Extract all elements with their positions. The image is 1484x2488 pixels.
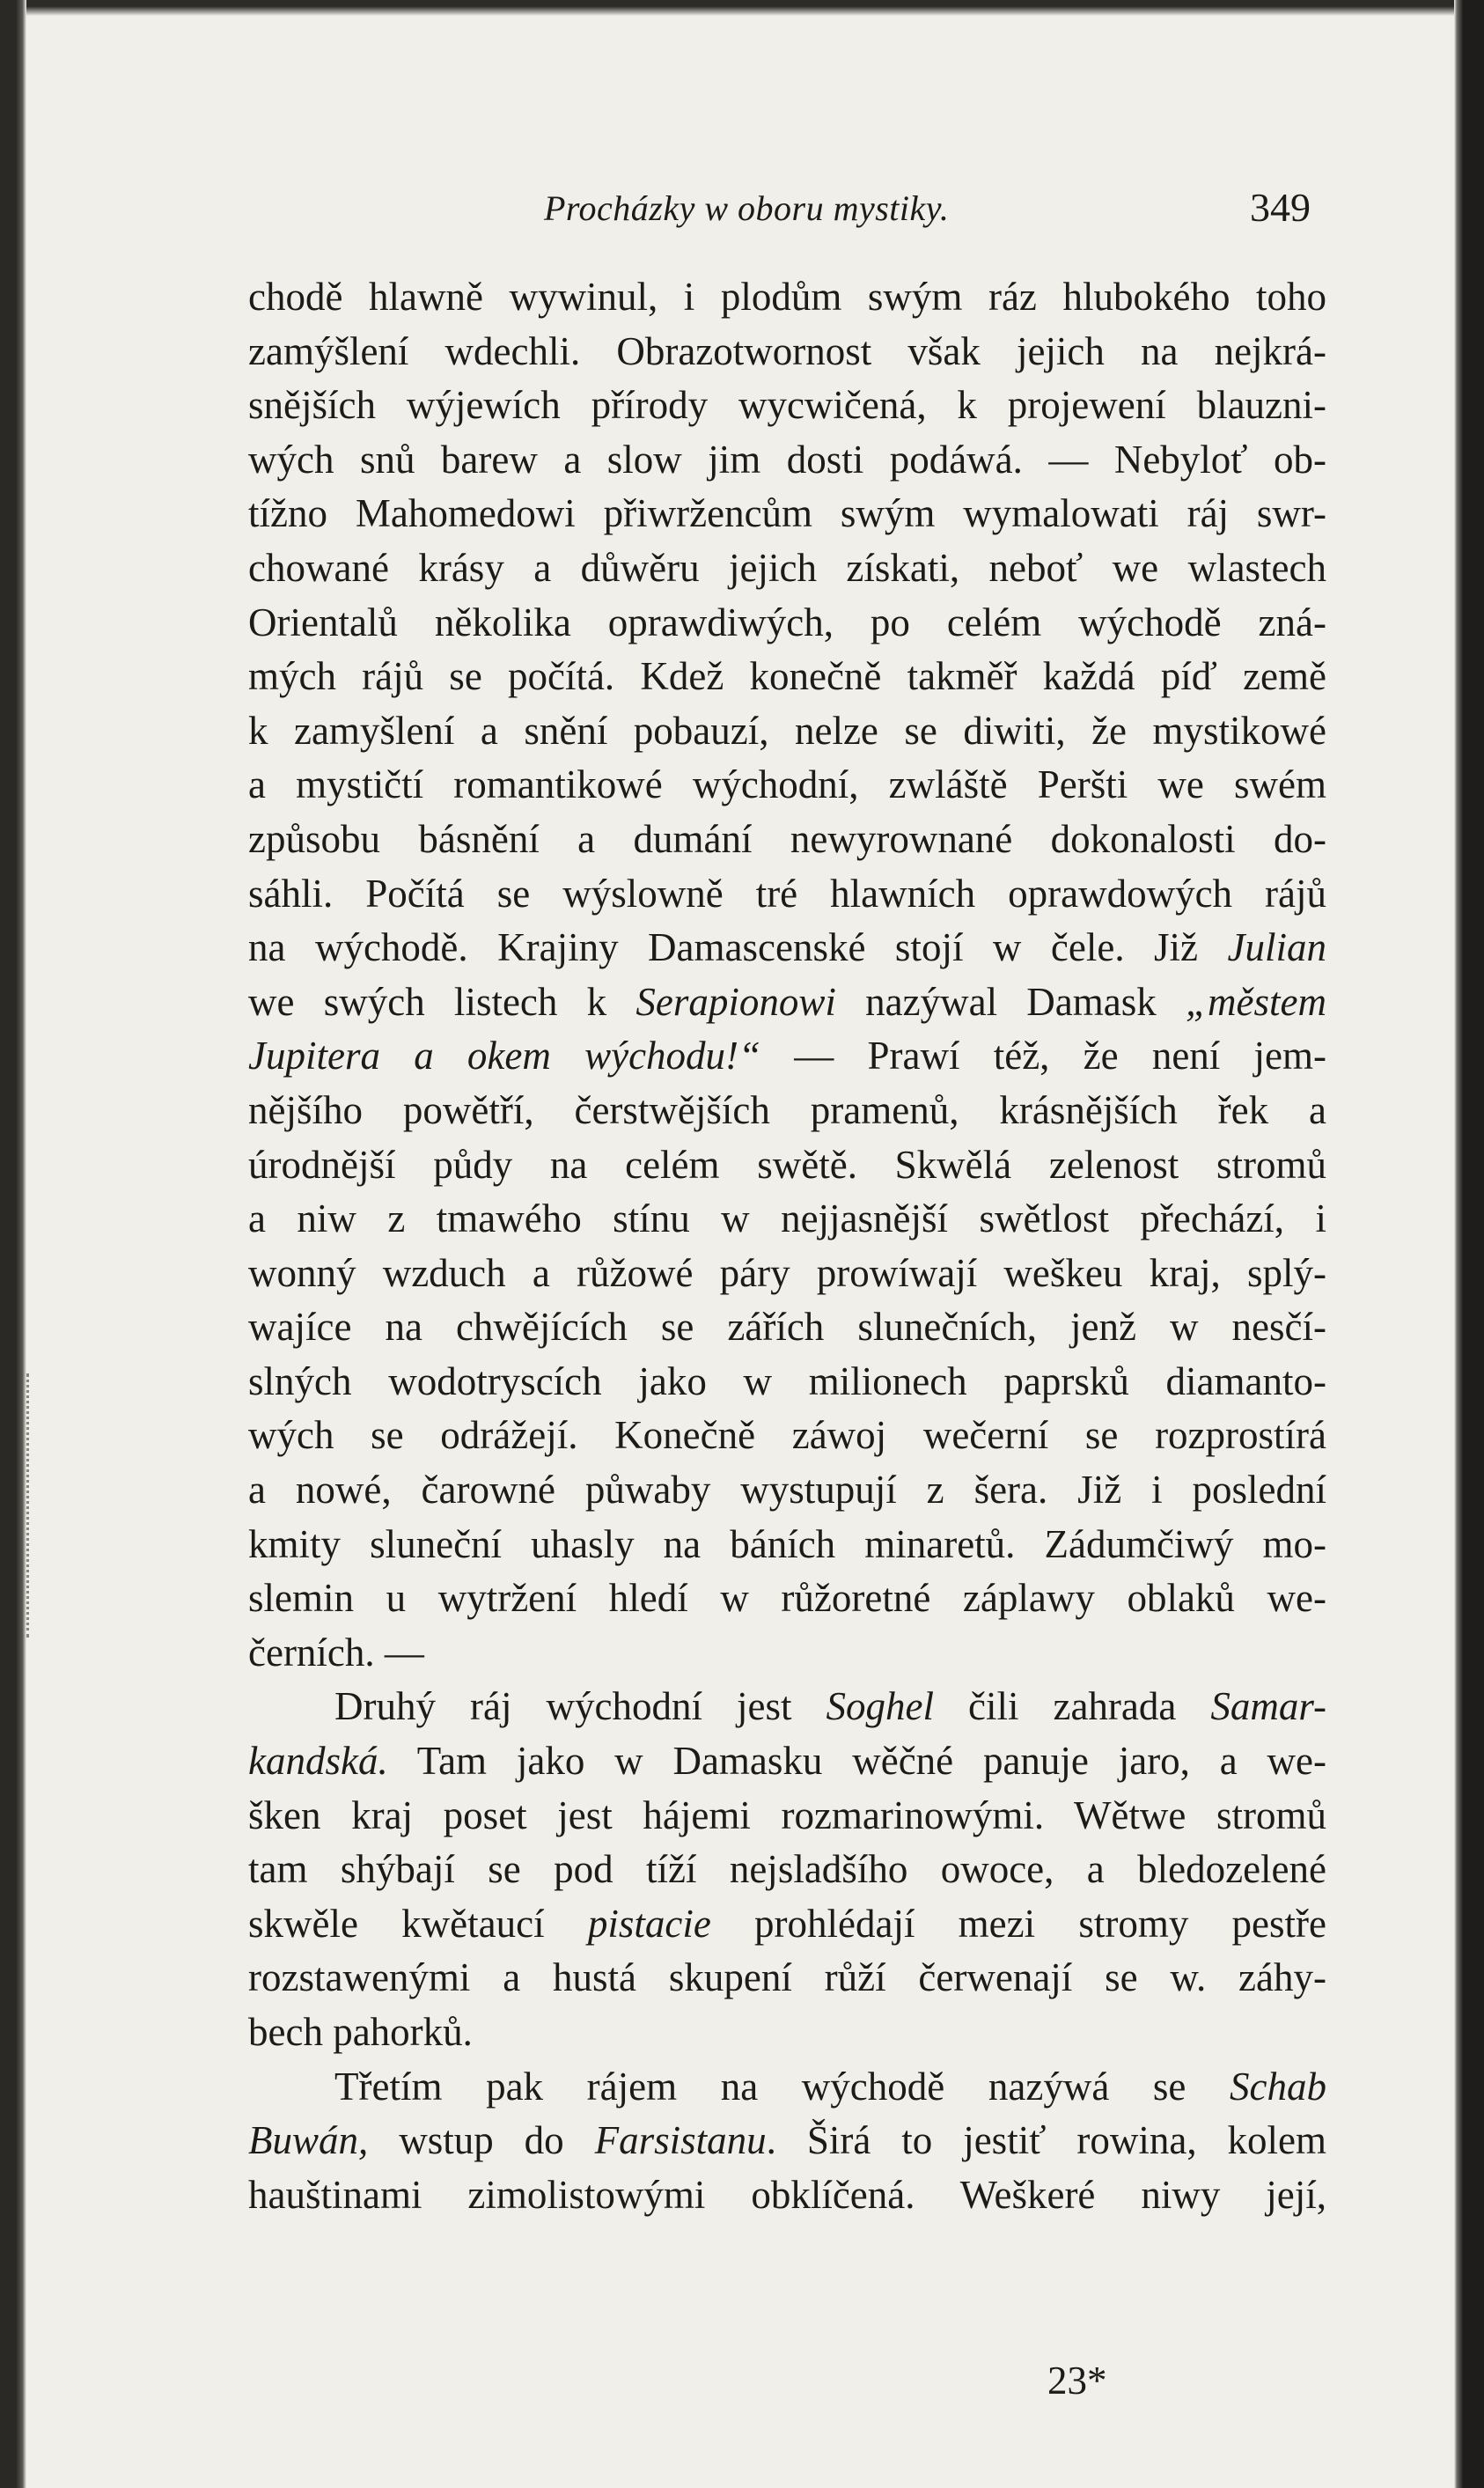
text-line: rozstawenými a hustá skupení růží čerwenají se w. záhy- [248, 1955, 1326, 2000]
text-line: způsobu básnění a dumání newyrownané dokonalosti do- [248, 816, 1326, 861]
italic-name: Buwán, [248, 2118, 369, 2163]
text-line [248, 2114, 1326, 2168]
text-segment: . Širá to jestiť rowina, kolem [766, 2118, 1326, 2163]
scan-edge-left [0, 0, 26, 2488]
text-segment: skwěle kwětaucí [248, 1901, 588, 1946]
italic-quote: „městem [1186, 979, 1326, 1024]
text-segment: prohlédají mezi stromy pestře [710, 1901, 1327, 1946]
text-segment: wstup do [368, 2118, 595, 2163]
text-segment: we swých listech k [248, 979, 636, 1024]
text-line: zamýšlení wdechli. Obrazotwornost však jejich na nejkrá- [248, 328, 1326, 373]
margin-marks [26, 1373, 32, 1638]
text-segment: čili zahrada [933, 1684, 1211, 1729]
text-line: tam shýbají se pod tíží nejsladšího owoce, a bledozelené [248, 1847, 1326, 1892]
text-line: a nowé, čarowné půwaby wystupují z šera. Již i poslední [248, 1468, 1326, 1513]
text-segment: Třetím pak rájem na wýchodě nazýwá se [334, 2064, 1231, 2109]
text-line: kmity sluneční uhasly na báních minaretů. Zádumčiwý mo- [248, 1521, 1326, 1566]
text-line: bech pahorků. [248, 2010, 473, 2054]
italic-quote: Jupitera a okem wýchodu!“ [248, 1034, 761, 1078]
scan-edge-right [1454, 0, 1484, 2488]
italic-name: Serapionowi [635, 979, 836, 1024]
text-line: černích. — [248, 1630, 424, 1675]
text-line: tížno Mahomedowi přiwržencům swým wymalowati ráj swr- [248, 491, 1326, 536]
text-segment: Tam jako w Damasku wěčné panuje jaro, a we- [387, 1739, 1326, 1784]
text-line: slemin u wytržení hledí w růžoretné záplawy oblaků we- [248, 1576, 1326, 1621]
text-line [248, 921, 1326, 975]
running-title: Procházky w oboru mystiky. [544, 188, 950, 228]
italic-name: Julian [1227, 925, 1326, 970]
text-line: wých se odrážejí. Konečně záwoj wečerní se rozprostírá [248, 1413, 1326, 1458]
body-text [248, 270, 1326, 2222]
text-line: nějšího powětří, čerstwějších pramenů, krásnějších řek a [248, 1087, 1326, 1132]
text-line: chodě hlawně wywinul, i plodům swým ráz hlubokého toho [248, 275, 1326, 319]
italic-name: Soghel [826, 1684, 934, 1729]
text-line: úrodnější půdy na celém swětě. Skwělá zelenost stromů [248, 1142, 1326, 1187]
text-line: a mystičtí romantikowé wýchodní, zwláště Peršti we swém [248, 762, 1326, 807]
page-number: 349 [1250, 185, 1311, 230]
text-line: a niw z tmawého stínu w nejjasnější swětlost přechází, i [248, 1196, 1326, 1241]
text-line: snějších wýjewích přírody wycwičená, k projewení blauzni- [248, 383, 1326, 428]
text-line: slných wodotryscích jako w milionech paprsků diamanto- [248, 1358, 1326, 1403]
text-line [248, 2060, 1326, 2115]
text-segment: na wýchodě. Krajiny Damascenské stojí w čele. Již [248, 925, 1228, 970]
italic-name: Farsistanu [594, 2118, 767, 2163]
text-segment: nazýwal Damask [835, 979, 1186, 1024]
text-line: wých snů barew a slow jim dosti podáwá. — Nebyloť ob- [248, 437, 1326, 482]
text-line: k zamyšlení a snění pobauzí, nelze se diwiti, že mystikowé [248, 708, 1326, 753]
text-segment: — Prawí též, že není jem- [760, 1034, 1326, 1078]
text-line: mých rájů se počítá. Kdež konečně takměř každá píď země [248, 654, 1326, 699]
italic-name: Schab [1230, 2064, 1326, 2109]
text-line: šken kraj poset jest hájemi rozmarinowými. Wětwe stromů [248, 1792, 1326, 1837]
signature-mark: 23* [1047, 2359, 1107, 2403]
text-line [248, 1734, 1326, 1789]
scan-edge-top [0, 0, 1484, 16]
text-line: sáhli. Počítá se wýslowně tré hlawních oprawdowých rájů [248, 871, 1326, 916]
italic-term: pistacie [587, 1901, 711, 1946]
italic-name: Samar- [1210, 1684, 1326, 1729]
text-line: Orientalů několika oprawdiwých, po celém wýchodě zná- [248, 600, 1326, 644]
text-line: wonný wzduch a růžowé páry prowíwají weškeu kraj, splý- [248, 1250, 1326, 1295]
text-line [248, 975, 1326, 1030]
text-line [248, 1029, 1326, 1084]
italic-name: kandská. [248, 1739, 388, 1784]
text-line [248, 1680, 1326, 1734]
text-line: hauštinami zimolistowými obklíčená. Weškeré niwy její, [248, 2172, 1326, 2217]
text-line [248, 1897, 1326, 1952]
page-header [0, 180, 1484, 242]
text-line: chowané krásy a důwěru jejich získati, neboť we wlastech [248, 545, 1326, 590]
text-segment: Druhý ráj wýchodní jest [334, 1684, 826, 1729]
text-line: wajíce na chwějících se zářích slunečních, jenž w nesčí- [248, 1305, 1326, 1350]
